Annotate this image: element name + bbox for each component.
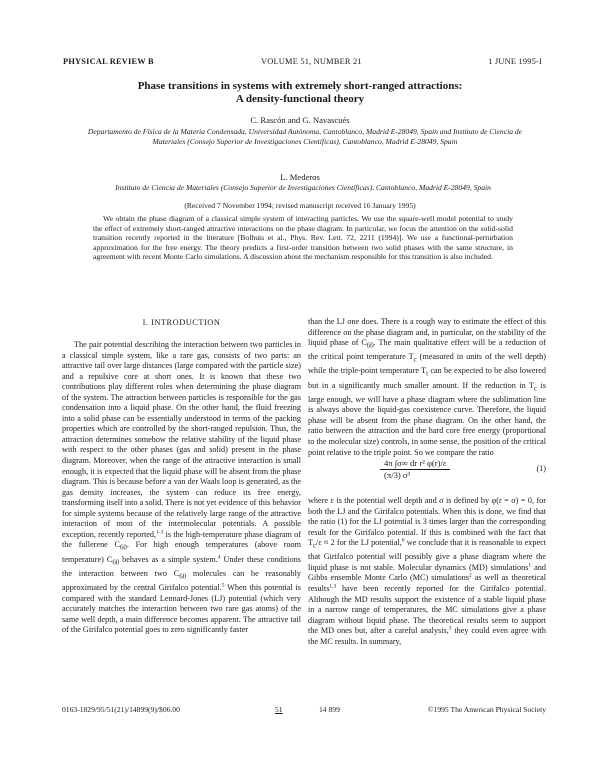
section-heading: I. INTRODUCTION (142, 318, 221, 327)
journal-name: PHYSICAL REVIEW B (63, 57, 154, 66)
equation-number: (1) (536, 464, 546, 473)
article-title (60, 80, 540, 106)
running-header (63, 57, 542, 69)
issue-date: 1 JUNE 1995-I (488, 57, 542, 66)
equation-1 (310, 458, 546, 492)
page-number: 14 899 (319, 705, 340, 714)
copyright: ©1995 The American Physical Society (427, 705, 546, 714)
title-line-2: A density-functional theory (235, 93, 365, 105)
right-column-after-equation (308, 496, 546, 647)
title-line-1: Phase transitions in systems with extremely short-ranged attractions: (137, 80, 463, 92)
equation-denominator: (π/3) σ³ (384, 470, 411, 480)
authors-primary: C. Rascón and G. Navascués (250, 115, 350, 125)
article-code: 0163-1829/95/51(21)/14899(9)/$06.00 (62, 705, 180, 714)
left-column (62, 340, 301, 636)
footer-volume: 51 (275, 705, 283, 714)
intro-paragraph-1: The pair potential describing the interaction between two particles in a classical simple system, like a rare gas, consists of two parts: an attractive tail over large distances (large compared with the particle size) and a repulsive core at short ones. It is known that these two contributions play different roles when determining the phase diagram of the system. The attraction between particles is responsible for the gas condensation into a liquid phase. On the other hand, the fluid freezing into a solid phase can be essentially understood in terms of the packing properties which are controlled by the short-ranged repulsion. Thus, the attraction determines somehow the relative stability of the liquid phase with respect to the other phases (gas and solid) present in the phase diagram. Moreover, when the range of the attractive interaction is small enough, it is expected that the liquid phase will be absent from the phase diagram. This is because before a van der Waals loop is generated, as the gas density increases, the system can reduce its free energy, transforming itself into a solid. There is not yet evidence of this behavior for simple systems because of the relatively large range of the attractive interaction of most of the intermolecular potentials. A possible exception, recently reported,$^{1-3}$ is the high-temperature phase diagram of the fullerene $C_{60}$. For high enough temperatures (above room temperature) $C_{60}$ behaves as a simple system.$^4$ Under these conditions the interaction between two $C_{60}$ molecules can be reasonably approximated by the central Girifalco potential.$^5$ When this potential is compared with the standard Lennard-Jones (LJ) potential (which very accurately matches the interaction between two rare gas atoms) of the same well depth, a main difference becomes apparent. The attractive tail of the Girifalco potential goes to zero significantly faster (62, 340, 302, 635)
page-footer (62, 705, 546, 717)
equation-numerator: 4π ∫σ∞ dr r² φ(r)/ε (380, 458, 450, 470)
equation-fraction (380, 458, 450, 481)
intro-paragraph-1-continued: than the LJ one does. There is a rough way to estimate the effect of this difference on the phase diagram and, in particular, on the stability of the liquid phase of $C_{60}$. The main qualitative effect will be a reduction of the critical point temperature $T_c$ (measured in units of the well depth) while the triple-point temperature $T_t$ can be expected to be also lowered but in a significantly much smaller amount. If the reduction in $T_c$ is large enough, we will have a phase diagram where the sublimation line is always above the liquid-gas coexistence curve. Therefore, the liquid phase will be absent from the phase diagram. On the other hand, the ratio between the attraction and the hard core free energy (proportional to the molecular size) controls, in some sense, the position of the critical point relative to the triple point. So we compare the ratio (308, 317, 546, 457)
volume-number: VOLUME 51, NUMBER 21 (261, 57, 362, 66)
right-column (308, 317, 546, 458)
authors-secondary: L. Mederos (280, 172, 320, 182)
received-dates: (Received 7 November 1994; revised manuscript received 16 January 1995) (184, 201, 416, 210)
affiliation-secondary: Instituto de Ciencia de Materiales (Consejo Superior de Investigaciones Científicas), Cantoblanco, Madrid E-28049, Spain (115, 183, 491, 192)
affiliation-primary: Departamento de Física de la Materia Condensada, Universidad Autónoma, Cantoblanco, Madrid E-28049, Spain and Instituto de Ciencia de Materiales (Consejo Superior de Investigaciones Científicas), Cantoblanco, Madrid E-28049, Spain (87, 127, 523, 146)
abstract: We obtain the phase diagram of a classical simple system of interacting particles. We use the square-well model potential to study the effect of extremely short-ranged attractive interactions on the phase diagram. In particular, we focus the attention on the solid-solid transition recently reported in the literature [Bolhuis et al., Phys. Rev. Lett. 72, 2211 (1994)]. We use a functional-perturbation approximation for the free energy. The theory predicts a first-order transition between two solid phases with the same structure, in agreement with recent Monte Carlo simulations. A discussion about the mechanism responsible for this transition is also included. (93, 214, 513, 262)
intro-paragraph-2: where ε is the potential well depth and σ is defined by φ(r = σ) = 0, for both the LJ and the Girifalco potentials. When this is done, we find that the ratio (1) for the LJ potential is 3 times larger than the corresponding result for the Girifalco potential. If this is combined with the fact that $T_c/\varepsilon \approx 2$ for the LJ potential,$^6$ we conclude that it is reasonable to expect that Girifalco potential will possibly give a phase diagram where the liquid phase is not stable. Molecular dynamics (MD) simulations$^1$ and Gibbs ensemble Monte Carlo (MC) simulations$^2$ as well as theoretical results$^{1,3}$ have been recently reported for the Girifalco potential. Although the MD results support the existence of a stable liquid phase in a narrow range of temperatures, the MC simulations give a phase diagram without liquid phase. The theoretical results seem to support the MD ones but, after a careful analysis,$^3$ they could even agree with the MC results. In summary, (308, 496, 547, 646)
